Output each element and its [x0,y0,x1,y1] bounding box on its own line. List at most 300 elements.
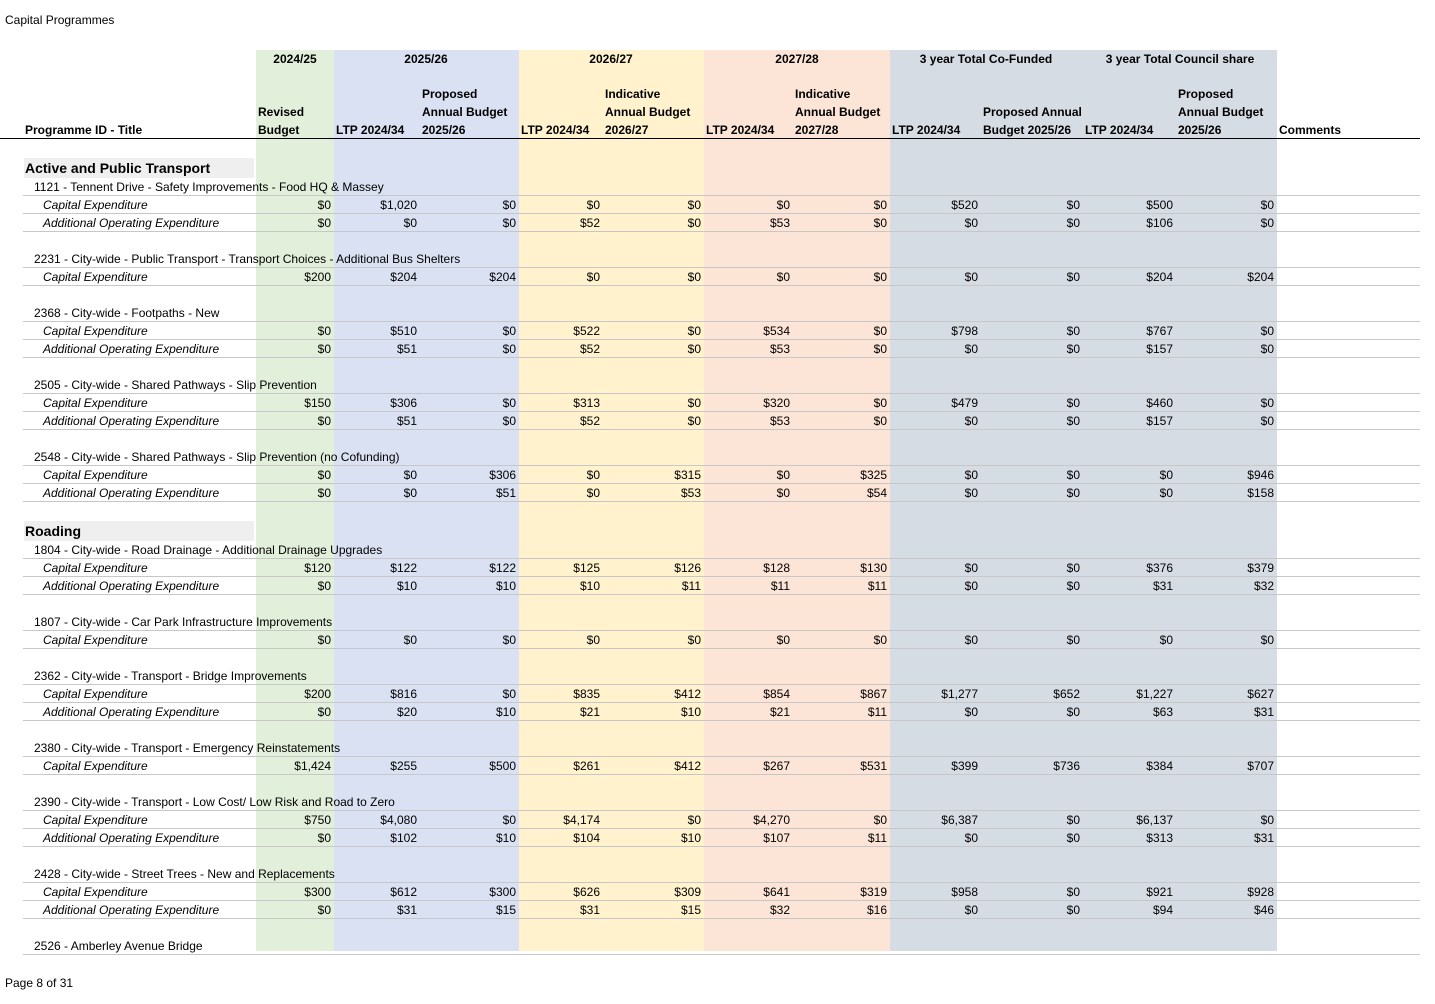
value-cell: $300 [489,885,516,899]
column-header: Budget [258,123,300,137]
value-cell: $0 [1260,396,1274,410]
value-cell: $867 [860,687,887,701]
row-divider [23,558,1420,559]
value-cell: $0 [586,198,600,212]
value-cell: $0 [776,198,790,212]
value-cell: $0 [317,831,331,845]
value-cell: $0 [964,633,978,647]
value-cell: $736 [1053,759,1080,773]
value-cell: $0 [502,198,516,212]
value-cell: $0 [317,216,331,230]
value-cell: $0 [1066,885,1080,899]
programme-title: 2390 - City-wide - Transport - Low Cost/ Low Risk and Road to Zero [34,795,395,809]
value-cell: $31 [1152,579,1173,593]
value-cell: $0 [1159,468,1173,482]
value-cell: $0 [687,198,701,212]
value-cell: $0 [502,342,516,356]
row-divider [23,576,1420,577]
column-header: Proposed [422,87,478,101]
value-cell: $0 [403,486,417,500]
row-divider [23,882,1420,883]
value-cell: $122 [390,561,417,575]
value-cell: $0 [1066,216,1080,230]
value-cell: $0 [964,579,978,593]
value-cell: $0 [687,342,701,356]
value-cell: $126 [674,561,701,575]
row-label: Additional Operating Expenditure [43,903,220,917]
value-cell: $520 [951,198,978,212]
value-cell: $20 [396,705,417,719]
value-cell: $15 [680,903,701,917]
value-cell: $1,277 [941,687,978,701]
value-cell: $130 [860,561,887,575]
value-cell: $0 [1260,414,1274,428]
value-cell: $204 [390,270,417,284]
value-cell: $10 [495,705,516,719]
value-cell: $0 [317,342,331,356]
value-cell: $52 [579,342,600,356]
value-cell: $6,137 [1136,813,1173,827]
value-cell: $0 [964,342,978,356]
column-header: LTP 2024/34 [336,123,405,137]
value-cell: $31 [1253,831,1274,845]
value-cell: $0 [873,813,887,827]
row-label: Additional Operating Expenditure [43,831,220,845]
programme-title: 1121 - Tennent Drive - Safety Improvements - Food HQ & Massey [34,180,384,194]
programme-title: 2231 - City-wide - Public Transport - Transport Choices - Additional Bus Shelters [34,252,461,266]
row-divider [23,483,1420,484]
value-cell: $21 [769,705,790,719]
value-cell: $21 [579,705,600,719]
value-cell: $32 [769,903,790,917]
value-cell: $522 [573,324,600,338]
value-cell: $0 [317,486,331,500]
value-cell: $0 [1260,216,1274,230]
column-header: Annual Budget [605,105,691,119]
column-header: LTP 2024/34 [706,123,775,137]
row-divider [23,594,1420,595]
value-cell: $0 [1260,324,1274,338]
column-header: Annual Budget [795,105,881,119]
value-cell: $0 [1066,813,1080,827]
group-header: 2027/28 [775,52,819,66]
row-label: Additional Operating Expenditure [43,579,220,593]
value-cell: $0 [687,813,701,827]
value-cell: $0 [1066,324,1080,338]
value-cell: $267 [763,759,790,773]
value-cell: $0 [502,396,516,410]
value-cell: $11 [867,579,887,593]
value-cell: $158 [1247,486,1274,500]
column-header: Proposed Annual [983,105,1082,119]
value-cell: $4,174 [563,813,600,827]
value-cell: $261 [573,759,600,773]
value-cell: $0 [964,831,978,845]
value-cell: $534 [763,324,790,338]
value-cell: $32 [1253,579,1274,593]
value-cell: $106 [1146,216,1173,230]
group-header: 2025/26 [404,52,448,66]
value-cell: $10 [495,579,516,593]
group-header: 2026/27 [589,52,633,66]
column-header: Indicative [795,87,851,101]
value-cell: $128 [763,561,790,575]
column-header: LTP 2024/34 [521,123,590,137]
value-cell: $306 [390,396,417,410]
value-cell: $200 [304,270,331,284]
value-cell: $0 [873,198,887,212]
value-cell: $0 [502,216,516,230]
column-header: LTP 2024/34 [892,123,961,137]
value-cell: $104 [573,831,600,845]
value-cell: $309 [674,885,701,899]
value-cell: $107 [763,831,790,845]
column-header: Proposed [1178,87,1234,101]
value-cell: $0 [317,705,331,719]
value-cell: $0 [873,324,887,338]
row-divider [23,501,1420,502]
value-cell: $0 [502,633,516,647]
value-cell: $0 [586,633,600,647]
value-cell: $627 [1247,687,1274,701]
value-cell: $46 [1253,903,1274,917]
column-header: 2026/27 [605,123,649,137]
value-cell: $510 [390,324,417,338]
programme-header: Programme ID - Title [25,123,143,137]
row-divider [23,810,1420,811]
value-cell: $315 [674,468,701,482]
value-cell: $0 [964,414,978,428]
value-cell: $0 [1066,831,1080,845]
column-header: Revised [258,105,305,119]
value-cell: $4,080 [380,813,417,827]
value-cell: $0 [1260,342,1274,356]
value-cell: $0 [964,903,978,917]
value-cell: $319 [860,885,887,899]
value-cell: $6,387 [941,813,978,827]
value-cell: $31 [1253,705,1274,719]
value-cell: $0 [403,633,417,647]
column-header: Annual Budget [422,105,508,119]
row-label: Capital Expenditure [43,687,148,701]
value-cell: $750 [304,813,331,827]
value-cell: $0 [1159,486,1173,500]
section-title: Active and Public Transport [25,160,211,176]
row-divider [23,720,1420,721]
value-cell: $798 [951,324,978,338]
value-cell: $958 [951,885,978,899]
value-cell: $500 [489,759,516,773]
value-cell: $384 [1146,759,1173,773]
value-cell: $479 [951,396,978,410]
value-cell: $412 [674,687,701,701]
row-divider [23,195,1420,196]
programme-title: 1804 - City-wide - Road Drainage - Additional Drainage Upgrades [34,543,383,557]
value-cell: $53 [680,486,701,500]
row-label: Capital Expenditure [43,813,148,827]
value-cell: $0 [1260,633,1274,647]
column-header: LTP 2024/34 [1085,123,1154,137]
programme-title: 2362 - City-wide - Transport - Bridge Improvements [34,669,307,683]
value-cell: $255 [390,759,417,773]
row-label: Capital Expenditure [43,561,148,575]
value-cell: $0 [502,414,516,428]
column-header: Budget 2025/26 [983,123,1072,137]
value-cell: $0 [776,633,790,647]
value-cell: $0 [1066,561,1080,575]
row-divider [23,429,1420,430]
value-cell: $122 [489,561,516,575]
row-label: Additional Operating Expenditure [43,486,220,500]
value-cell: $376 [1146,561,1173,575]
value-cell: $1,424 [294,759,331,773]
value-cell: $53 [769,216,790,230]
value-cell: $0 [776,468,790,482]
row-label: Additional Operating Expenditure [43,216,220,230]
value-cell: $0 [964,216,978,230]
value-cell: $10 [680,831,701,845]
value-cell: $0 [873,633,887,647]
value-cell: $767 [1146,324,1173,338]
value-cell: $0 [1066,414,1080,428]
value-cell: $0 [1260,198,1274,212]
value-cell: $51 [396,342,417,356]
value-cell: $0 [1066,486,1080,500]
programme-title: 1807 - City-wide - Car Park Infrastructure Improvements [34,615,333,629]
value-cell: $52 [579,414,600,428]
row-divider [23,828,1420,829]
value-cell: $0 [687,396,701,410]
value-cell: $0 [586,270,600,284]
value-cell: $0 [873,396,887,410]
value-cell: $204 [489,270,516,284]
value-cell: $0 [873,270,887,284]
value-cell: $0 [317,633,331,647]
value-cell: $157 [1146,414,1173,428]
row-divider [23,231,1420,232]
value-cell: $0 [317,414,331,428]
row-label: Capital Expenditure [43,396,148,410]
value-cell: $51 [495,486,516,500]
value-cell: $54 [866,486,887,500]
value-cell: $120 [304,561,331,575]
value-cell: $31 [396,903,417,917]
page-footer: Page 8 of 31 [5,976,74,990]
value-cell: $0 [1066,270,1080,284]
page-title: Capital Programmes [5,13,115,27]
value-cell: $412 [674,759,701,773]
value-cell: $51 [396,414,417,428]
value-cell: $10 [579,579,600,593]
row-divider [23,321,1420,322]
row-divider [23,756,1420,757]
row-divider [23,954,1420,955]
programme-title: 2526 - Amberley Avenue Bridge [34,939,203,953]
value-cell: $0 [317,579,331,593]
value-cell: $31 [579,903,600,917]
value-cell: $0 [317,468,331,482]
value-cell: $0 [1066,468,1080,482]
group-header: 2024/25 [273,52,317,66]
value-cell: $53 [769,342,790,356]
value-cell: $0 [403,468,417,482]
value-cell: $11 [770,579,790,593]
header-rule [0,138,1420,139]
value-cell: $10 [396,579,417,593]
value-cell: $63 [1152,705,1173,719]
row-label: Additional Operating Expenditure [43,705,220,719]
value-cell: $10 [680,705,701,719]
column-header: 2027/28 [795,123,839,137]
value-cell: $0 [776,270,790,284]
value-cell: $0 [1066,198,1080,212]
row-label: Additional Operating Expenditure [43,342,220,356]
value-cell: $652 [1053,687,1080,701]
value-cell: $0 [964,270,978,284]
value-cell: $835 [573,687,600,701]
value-cell: $0 [687,216,701,230]
value-cell: $0 [1066,705,1080,719]
value-cell: $0 [502,813,516,827]
value-cell: $0 [403,216,417,230]
row-divider [23,357,1420,358]
value-cell: $626 [573,885,600,899]
row-divider [23,339,1420,340]
programme-title: 2505 - City-wide - Shared Pathways - Slip Prevention [34,378,317,392]
value-cell: $313 [1146,831,1173,845]
value-cell: $399 [951,759,978,773]
value-cell: $641 [763,885,790,899]
value-cell: $0 [1066,633,1080,647]
value-cell: $1,020 [380,198,417,212]
value-cell: $204 [1146,270,1173,284]
value-cell: $0 [687,414,701,428]
value-cell: $52 [579,216,600,230]
value-cell: $531 [860,759,887,773]
row-divider [23,774,1420,775]
value-cell: $0 [502,687,516,701]
row-divider [23,393,1420,394]
value-cell: $0 [964,468,978,482]
value-cell: $300 [304,885,331,899]
column-header: Annual Budget [1178,105,1264,119]
value-cell: $500 [1146,198,1173,212]
value-cell: $707 [1247,759,1274,773]
value-cell: $0 [776,486,790,500]
value-cell: $0 [1260,813,1274,827]
value-cell: $0 [317,903,331,917]
value-cell: $460 [1146,396,1173,410]
row-label: Capital Expenditure [43,324,148,338]
comments-header: Comments [1279,123,1342,137]
value-cell: $313 [573,396,600,410]
value-cell: $946 [1247,468,1274,482]
value-cell: $0 [586,486,600,500]
value-cell: $0 [964,486,978,500]
value-cell: $928 [1247,885,1274,899]
value-cell: $0 [1066,903,1080,917]
value-cell: $0 [502,324,516,338]
value-cell: $854 [763,687,790,701]
value-cell: $0 [873,414,887,428]
value-cell: $921 [1146,885,1173,899]
value-cell: $53 [769,414,790,428]
row-divider [23,846,1420,847]
column-header: Indicative [605,87,661,101]
value-cell: $0 [1066,579,1080,593]
value-cell: $0 [873,342,887,356]
row-divider [23,900,1420,901]
value-cell: $306 [489,468,516,482]
value-cell: $0 [687,270,701,284]
column-header: 2025/26 [422,123,466,137]
value-cell: $1,227 [1136,687,1173,701]
value-cell: $0 [964,705,978,719]
value-cell: $0 [317,198,331,212]
row-divider [23,648,1420,649]
value-cell: $11 [681,579,701,593]
value-cell: $125 [573,561,600,575]
row-divider [23,411,1420,412]
row-divider [23,267,1420,268]
row-divider [23,918,1420,919]
value-cell: $150 [304,396,331,410]
programme-title: 2380 - City-wide - Transport - Emergency Reinstatements [34,741,341,755]
row-label: Capital Expenditure [43,468,148,482]
row-label: Capital Expenditure [43,198,148,212]
value-cell: $0 [873,216,887,230]
value-cell: $816 [390,687,417,701]
row-divider [23,213,1420,214]
group-header: 3 year Total Co-Funded [919,52,1053,66]
value-cell: $0 [1066,342,1080,356]
value-cell: $200 [304,687,331,701]
row-divider [23,285,1420,286]
value-cell: $16 [866,903,887,917]
row-label: Capital Expenditure [43,633,148,647]
value-cell: $204 [1247,270,1274,284]
row-divider [23,702,1420,703]
value-cell: $0 [964,561,978,575]
row-divider [23,465,1420,466]
value-cell: $10 [495,831,516,845]
value-cell: $0 [687,324,701,338]
value-cell: $379 [1247,561,1274,575]
value-cell: $325 [860,468,887,482]
programme-title: 2548 - City-wide - Shared Pathways - Slip Prevention (no Cofunding) [34,450,400,464]
value-cell: $4,270 [753,813,790,827]
value-cell: $157 [1146,342,1173,356]
section-title: Roading [25,523,81,539]
value-cell: $612 [390,885,417,899]
row-label: Capital Expenditure [43,270,148,284]
value-cell: $15 [495,903,516,917]
value-cell: $0 [687,633,701,647]
programme-title: 2368 - City-wide - Footpaths - New [34,306,220,320]
value-cell: $0 [317,324,331,338]
row-label: Capital Expenditure [43,885,148,899]
value-cell: $0 [1066,396,1080,410]
programme-title: 2428 - City-wide - Street Trees - New and Replacements [34,867,335,881]
value-cell: $102 [390,831,417,845]
row-divider [23,684,1420,685]
group-header: 3 year Total Council share [1105,52,1255,66]
row-divider [23,630,1420,631]
value-cell: $0 [586,468,600,482]
value-cell: $94 [1152,903,1173,917]
value-cell: $11 [867,831,887,845]
value-cell: $0 [1159,633,1173,647]
